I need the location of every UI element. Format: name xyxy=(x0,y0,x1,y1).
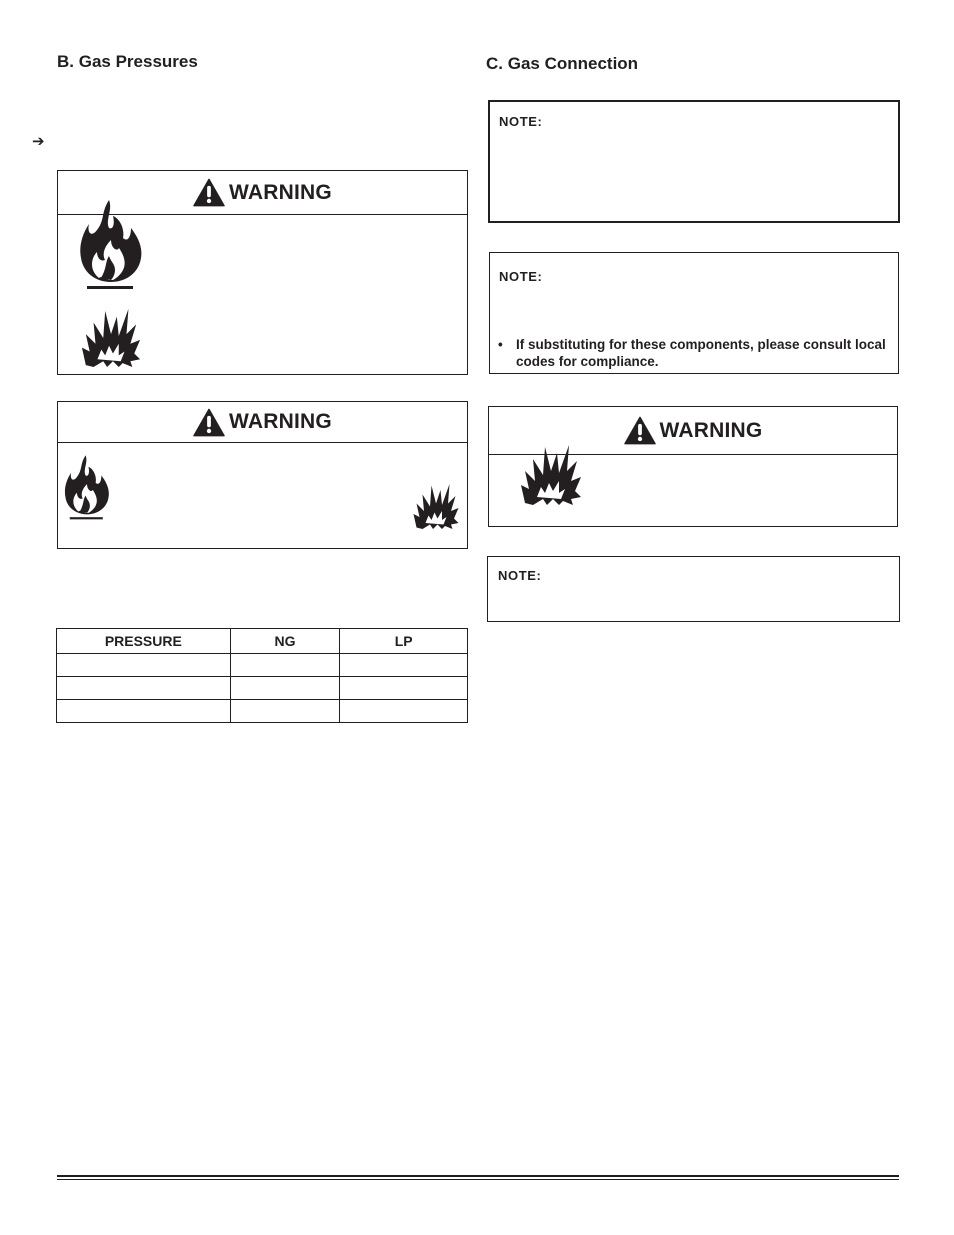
warning-box-2 xyxy=(57,401,468,549)
table-cell xyxy=(230,654,340,677)
table-header-row xyxy=(57,629,468,654)
hazard-triangle-icon xyxy=(193,408,225,437)
pressure-table xyxy=(56,628,468,723)
section-heading-gas-pressures: B. Gas Pressures xyxy=(57,52,198,71)
table-cell xyxy=(340,677,468,700)
column-header-lp: LP xyxy=(340,629,468,654)
note-label: NOTE: xyxy=(498,568,542,583)
bullet-text: If substituting for these components, please consult local codes for compliance. xyxy=(516,337,886,369)
bullet-mark: • xyxy=(498,337,503,352)
table-cell xyxy=(340,654,468,677)
warning-header xyxy=(58,402,467,443)
hazard-triangle-icon xyxy=(624,416,656,445)
table-cell xyxy=(57,700,231,723)
note-box-1 xyxy=(488,100,900,223)
warning-title: WARNING xyxy=(229,410,332,433)
table-row xyxy=(57,654,468,677)
warning-title: WARNING xyxy=(229,180,332,204)
warning-box-3 xyxy=(488,406,898,527)
table-row xyxy=(57,677,468,700)
column-header-ng: NG xyxy=(230,629,340,654)
note-label: NOTE: xyxy=(499,114,543,129)
table-cell xyxy=(340,700,468,723)
warning-box-1 xyxy=(57,170,468,375)
table-cell xyxy=(230,677,340,700)
footer-rule-top xyxy=(57,1175,899,1177)
arrow-marker-icon: ➔ xyxy=(32,133,45,150)
note-label: NOTE: xyxy=(499,269,543,284)
footer-rule-bottom xyxy=(57,1179,899,1180)
fire-icon xyxy=(79,198,143,290)
column-header-pressure: PRESSURE xyxy=(57,629,231,654)
table-row xyxy=(57,700,468,723)
section-heading-gas-connection: C. Gas Connection xyxy=(486,54,639,73)
hazard-triangle-icon xyxy=(193,178,225,207)
explosion-icon xyxy=(412,480,460,530)
fire-icon xyxy=(64,453,110,521)
note-box-3 xyxy=(487,556,900,622)
warning-title: WARNING xyxy=(659,418,763,442)
table-cell xyxy=(57,654,231,677)
explosion-icon xyxy=(519,441,583,505)
explosion-icon xyxy=(80,305,142,367)
table-cell xyxy=(230,700,340,723)
note-box-2 xyxy=(489,252,899,374)
table-cell xyxy=(57,677,231,700)
